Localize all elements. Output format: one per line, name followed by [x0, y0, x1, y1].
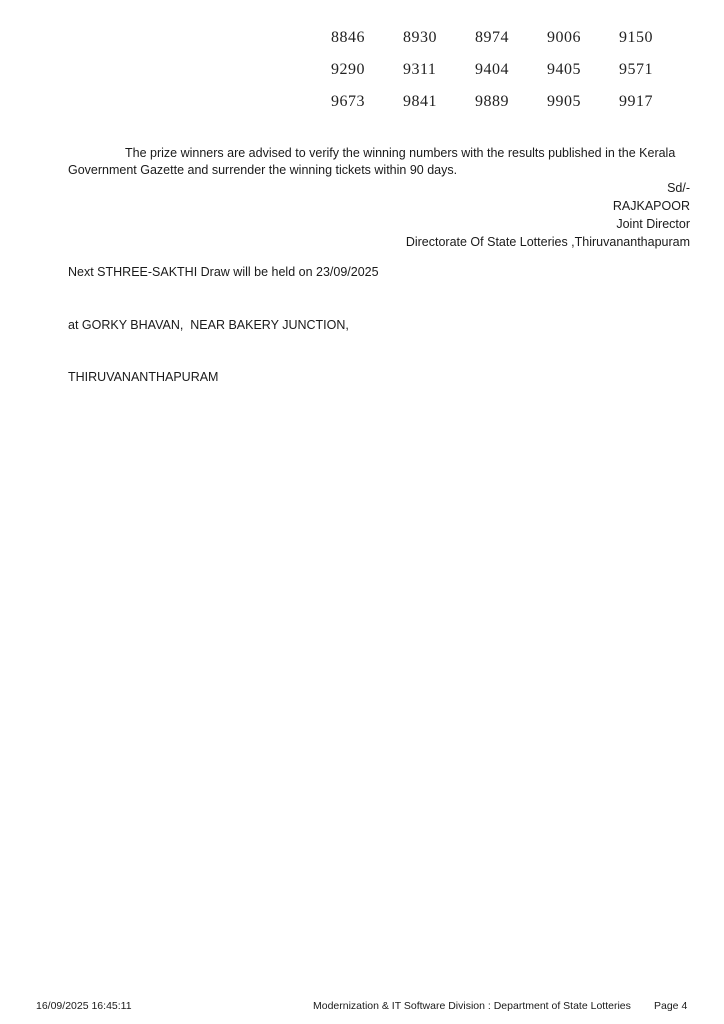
signature-block [406, 179, 690, 251]
winning-number: 9290 [331, 61, 365, 78]
winning-number: 9917 [619, 93, 653, 110]
winning-number: 8930 [403, 29, 437, 46]
signature-office: Directorate Of State Lotteries ,Thiruvananthapuram [405, 235, 690, 249]
signature-sd: Sd/- [667, 181, 690, 195]
winning-number: 9150 [619, 29, 653, 46]
winning-number: 9006 [547, 29, 581, 46]
next-draw-line3: THIRUVANANTHAPURAM [68, 370, 219, 384]
signature-title: Joint Director [616, 217, 690, 231]
winning-number: 9673 [331, 93, 365, 110]
next-draw-line1: Next STHREE-SAKTHI Draw will be held on 23/09/2025 [68, 265, 379, 279]
winning-number: 8974 [475, 29, 509, 46]
winning-number: 9311 [403, 61, 437, 78]
advisory-paragraph: The prize winners are advised to verify the winning numbers with the results published in the Kerala Government Gazette and surrender the winning tickets within 90 days. [68, 146, 676, 177]
winning-number: 9841 [403, 93, 437, 110]
footer-timestamp: 16/09/2025 16:45:11 [36, 1000, 132, 1012]
footer-division-label: Modernization & IT Software Division : Department of State Lotteries [313, 1000, 631, 1012]
winning-number: 9404 [475, 61, 509, 78]
winning-number: 8846 [331, 29, 365, 46]
winning-number: 9405 [547, 61, 581, 78]
winning-number: 9905 [547, 93, 581, 110]
next-draw-notice [68, 229, 418, 422]
winning-numbers-grid [331, 22, 691, 118]
footer-page-number: Page 4 [654, 1000, 688, 1012]
winning-number: 9889 [475, 93, 509, 110]
signature-name: RAJKAPOOR [612, 199, 690, 213]
next-draw-line2: at GORKY BHAVAN, NEAR BAKERY JUNCTION, [68, 317, 349, 332]
winning-number: 9571 [619, 61, 653, 78]
